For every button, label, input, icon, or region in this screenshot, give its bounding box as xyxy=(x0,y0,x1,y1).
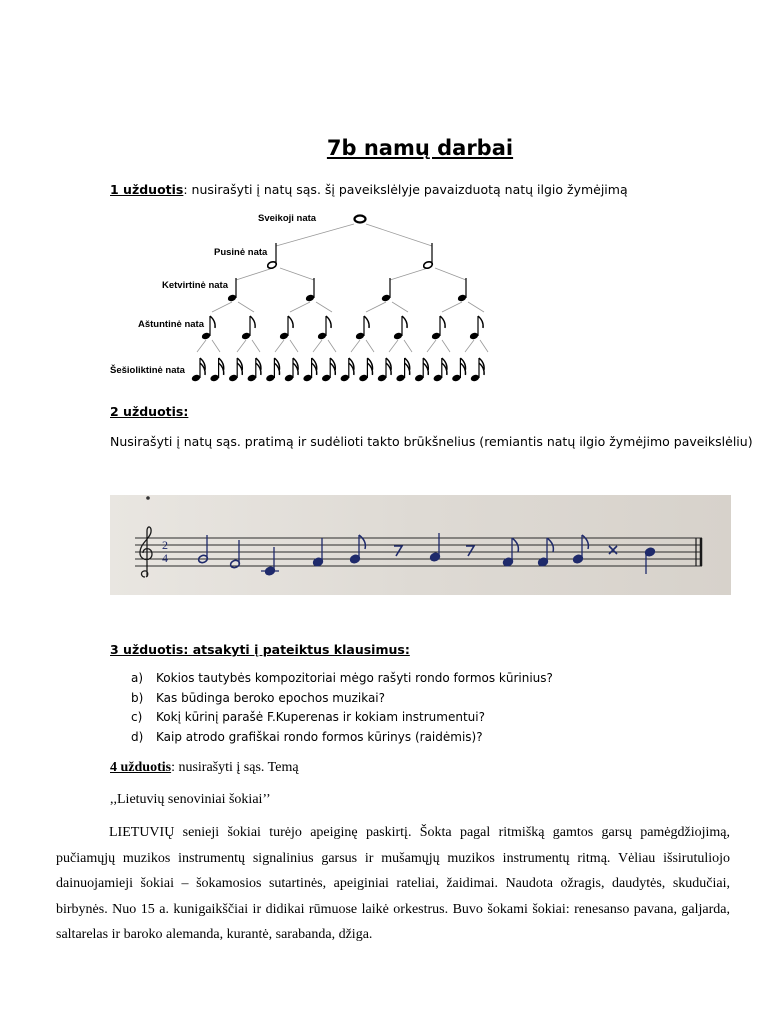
list-item: d) Kaip atrodo grafiškai rondo formos kūrinys (raidėmis)? xyxy=(131,729,483,744)
quarter-note xyxy=(305,278,315,302)
eighth-note xyxy=(279,316,293,340)
sixteenth-note xyxy=(470,358,484,382)
label-sixteenth: Šešioliktinė nata xyxy=(110,365,185,376)
task2-text: Nusirašyti į natų sąs. pratimą ir sudėlioti takto brūkšnelius (remiantis natų ilgio žymėjimo paveikslėliu) xyxy=(110,434,753,449)
task1-text: : nusirašyti į natų sąs. šį paveikslėlyje pavaizduotą natų ilgio žymėjimą xyxy=(183,182,628,197)
sixteenth-note xyxy=(247,358,261,382)
tree-branches xyxy=(197,224,488,352)
task2-label: 2 užduotis: xyxy=(110,404,189,419)
half-notes xyxy=(267,243,434,269)
task4-text: : nusirašyti į sąs. Temą xyxy=(171,760,299,775)
eighth-note xyxy=(317,316,331,340)
sixteenth-note xyxy=(284,358,298,382)
sixteenth-note xyxy=(228,358,242,382)
question-list xyxy=(131,671,553,749)
list-item: b) Kas būdinga beroko epochos muzikai? xyxy=(131,690,386,705)
sixteenth-note xyxy=(303,358,317,382)
sixteenth-note xyxy=(210,358,224,382)
label-eighth: Aštuntinė nata xyxy=(138,319,204,330)
eighth-note xyxy=(431,316,445,340)
task3-label: 3 užduotis: atsakyti į pateiktus klausimus: xyxy=(110,642,410,657)
eighth-note xyxy=(355,316,369,340)
sixteenth-note xyxy=(414,358,428,382)
sixteenth-notes xyxy=(191,358,484,382)
sixteenth-note xyxy=(321,358,335,382)
task4-label: 4 užduotis xyxy=(110,760,172,775)
sixteenth-note xyxy=(358,358,372,382)
label-half: Pusinė nata xyxy=(214,247,268,258)
whole-note xyxy=(355,216,366,223)
sixteenth-note xyxy=(377,358,391,382)
time-signature: 2 xyxy=(162,538,168,552)
sixteenth-note xyxy=(340,358,354,382)
topic-paragraph: LIETUVIŲ senieji šokiai turėjo apeiginę paskirtį. Šokta pagal ritmišką gamtos garsų pamėgdžiojimą, pučiamųjų muzikos instrumentų signalinius garsus ir mušamųjų muzikos instrumentų ritmą. Vėliau išsirutuliojo dainuojamieji šokiai – šokamosios sutartinės, apeiginiai rateliai, žaidimai. Naudota ožragis, daudytės, skudučiai, birbynės. Nuo 15 a. kunigaikščiai ir didikai rūmuose laikė orkestrus. Buvo šokami šokiai: renesanso pavana, galjarda, saltarelas ir baroko alemanda, kurantė, sarabanda, džiga. xyxy=(56,825,730,942)
eighth-note xyxy=(241,316,255,340)
eighth-note xyxy=(469,316,483,340)
quarter-note xyxy=(381,278,391,302)
eighth-notes xyxy=(201,316,483,340)
eighth-note xyxy=(393,316,407,340)
label-whole: Sveikoji nata xyxy=(258,213,317,224)
list-item: c) Kokį kūrinį parašė F.Kuperenas ir kokiam instrumentui? xyxy=(131,710,485,724)
label-quarter: Ketvirtinė nata xyxy=(162,280,228,291)
music-exercise-photo xyxy=(110,495,731,595)
list-item: a) Kokios tautybės kompozitoriai mėgo rašyti rondo formos kūrinius? xyxy=(131,671,553,685)
task3-heading xyxy=(110,642,410,657)
sixteenth-note xyxy=(191,358,205,382)
task1-label: 1 užduotis xyxy=(110,182,184,197)
task2-heading xyxy=(110,404,188,419)
page-title: 7b namų darbai xyxy=(326,136,514,160)
svg-text:4: 4 xyxy=(162,551,168,565)
sixteenth-note xyxy=(451,358,465,382)
task1-line xyxy=(110,182,628,197)
sixteenth-note xyxy=(396,358,410,382)
topic-title: ,,Lietuvių senoviniai šokiai’’ xyxy=(110,792,271,807)
task4-line xyxy=(110,760,299,776)
note-value-tree xyxy=(108,208,508,393)
quarter-notes xyxy=(227,278,467,302)
sixteenth-note xyxy=(265,358,279,382)
quarter-note xyxy=(457,278,467,302)
quarter-note xyxy=(227,278,237,302)
sixteenth-note xyxy=(433,358,447,382)
